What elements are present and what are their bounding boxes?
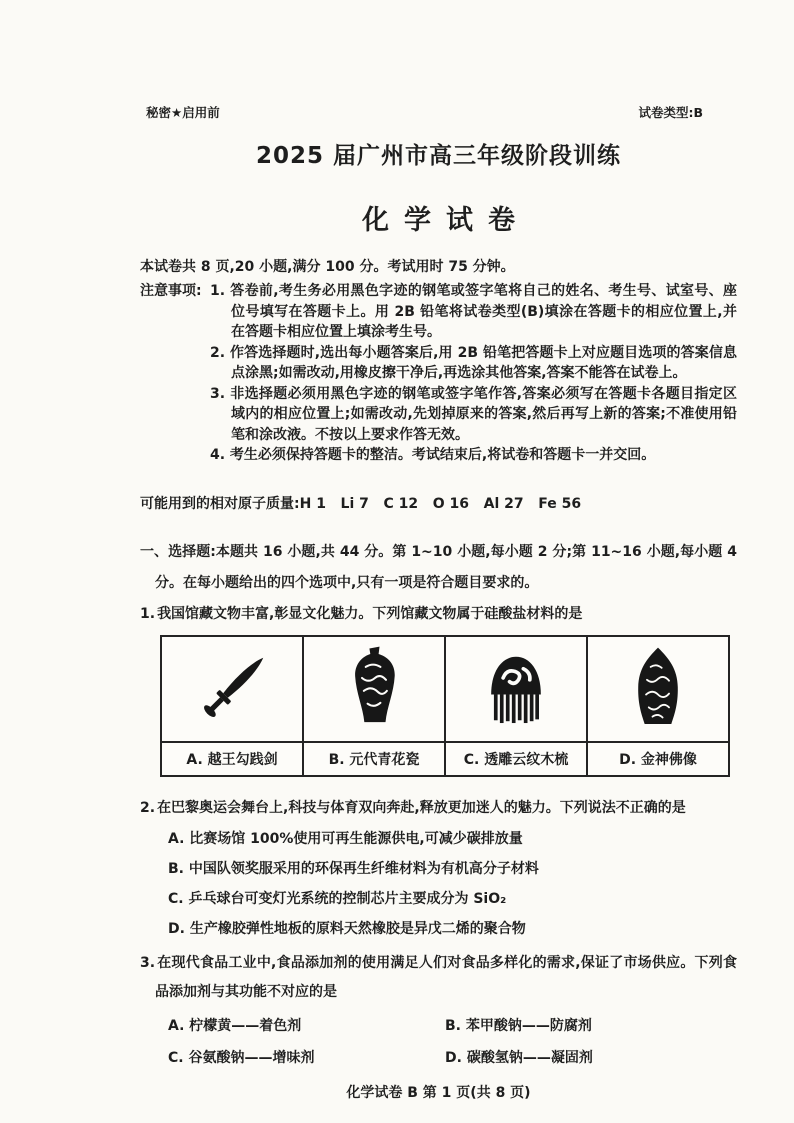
notice-indent-spacer (140, 384, 210, 446)
buddha-statue-icon (587, 636, 729, 742)
question-2-number: 2. (140, 799, 156, 816)
page-footer: 化学试卷 B 第 1 页(共 8 页) (346, 1084, 531, 1101)
notice-item-4: 4. 考生必须保持答题卡的整洁。考试结束后,将试卷和答题卡一并交回。 (210, 447, 656, 463)
notice-row (140, 445, 737, 466)
question-1-number: 1. (140, 605, 156, 622)
sword-icon (162, 643, 302, 735)
question-2-options (168, 829, 737, 939)
q3-option-d: D. 碳酸氢钠——凝固剂 (445, 1049, 593, 1066)
q1-artifact-table (160, 635, 730, 777)
atomic-mass-line: 可能用到的相对原子质量:H 1 Li 7 C 12 O 16 Al 27 Fe 56 (140, 495, 582, 512)
q2-option-a: A. 比赛场馆 100%使用可再生能源供电,可减少碳排放量 (168, 830, 523, 847)
q3-option-b: B. 苯甲酸钠——防腐剂 (445, 1017, 592, 1034)
porcelain-vase-icon (303, 636, 445, 742)
q2-option-b: B. 中国队领奖服采用的环保再生纤维材料为有机高分子材料 (168, 860, 539, 877)
q1-option-d-label: D. 金神佛像 (587, 742, 729, 776)
notice-label: 注意事项: (140, 283, 202, 299)
exam-info-line: 本试卷共 8 页,20 小题,满分 100 分。考试用时 75 分钟。 (140, 259, 515, 275)
notice-item-3: 3. 非选择题必须用黑色字迹的钢笔或签字笔作答,答案必须写在答题卡各题目指定区域内的相应位置上;如需改动,先划掉原来的答案,然后再写上新的答案;不准使用铅笔和涂改液。不按以上要求作答无效。 (210, 385, 737, 443)
exam-title: 2025 届广州市高三年级阶段训练 (255, 143, 622, 169)
notice-item-1: 1. 答卷前,考生务必用黑色字迹的钢笔或签字笔将自己的姓名、考生号、试室号、座位号填写在答题卡上。用 2B 铅笔将试卷类型(B)填涂在答题卡的相应位置上,并在答题卡相应位置上填涂考生号。 (210, 283, 737, 340)
notice-row (140, 384, 737, 446)
q1-option-b-label: B. 元代青花瓷 (303, 742, 445, 776)
wooden-comb-icon (445, 636, 587, 742)
artifact-label-row (161, 742, 729, 776)
question-1-text: 我国馆藏文物丰富,彰显文化魅力。下列馆藏文物属于硅酸盐材料的是 (157, 605, 583, 622)
notice-item-2: 2. 作答选择题时,选出每小题答案后,用 2B 铅笔把答题卡上对应题目选项的答案信息点涂黑;如需改动,用橡皮擦干净后,再选涂其他答案,答案不能答在试卷上。 (210, 344, 737, 381)
notice-indent-spacer (140, 343, 210, 384)
subject-title: 化学试卷 (362, 205, 530, 236)
paper-type-label: 试卷类型:B (638, 105, 703, 120)
notice-indent-spacer (140, 445, 210, 466)
question-2-stem (140, 798, 737, 818)
q3-option-c: C. 谷氨酸钠——增味剂 (168, 1049, 315, 1066)
question-3-text: 在现代食品工业中,食品添加剂的使用满足人们对食品多样化的需求,保证了市场供应。下列食品添加剂与其功能不对应的是 (155, 954, 737, 1000)
section-1-heading: 一、选择题:本题共 16 小题,共 44 分。第 1~10 小题,每小题 2 分;第 11~16 小题,每小题 4 分。在每小题给出的四个选项中,只有一项是符合题目要求的。 (140, 543, 737, 591)
q2-option-c: C. 乒乓球台可变灯光系统的控制芯片主要成分为 SiO₂ (168, 890, 507, 907)
question-3-stem (140, 949, 737, 1007)
q3-option-a: A. 柠檬黄——着色剂 (168, 1017, 302, 1034)
page-header (140, 103, 737, 121)
porcelain-vase-art (304, 643, 444, 735)
notice-row (140, 281, 737, 343)
wooden-comb-art (446, 643, 586, 735)
q1-option-a-label: A. 越王勾践剑 (161, 742, 303, 776)
notice-row (140, 343, 737, 384)
question-3-number: 3. (140, 954, 156, 971)
notice-section (140, 281, 737, 466)
q2-option-d: D. 生产橡胶弹性地板的原料天然橡胶是异戊二烯的聚合物 (168, 920, 526, 937)
security-classification-label: 秘密★启用前 (146, 105, 220, 120)
artifact-image-row (161, 636, 729, 742)
question-2-text: 在巴黎奥运会舞台上,科技与体育双向奔赴,释放更加迷人的魅力。下列说法不正确的是 (157, 799, 686, 816)
question-3-options (168, 1015, 737, 1069)
question-1-stem (140, 604, 737, 624)
artifact-cell-a (161, 636, 303, 742)
buddha-statue-art (588, 643, 728, 735)
q1-option-c-label: C. 透雕云纹木梳 (445, 742, 587, 776)
